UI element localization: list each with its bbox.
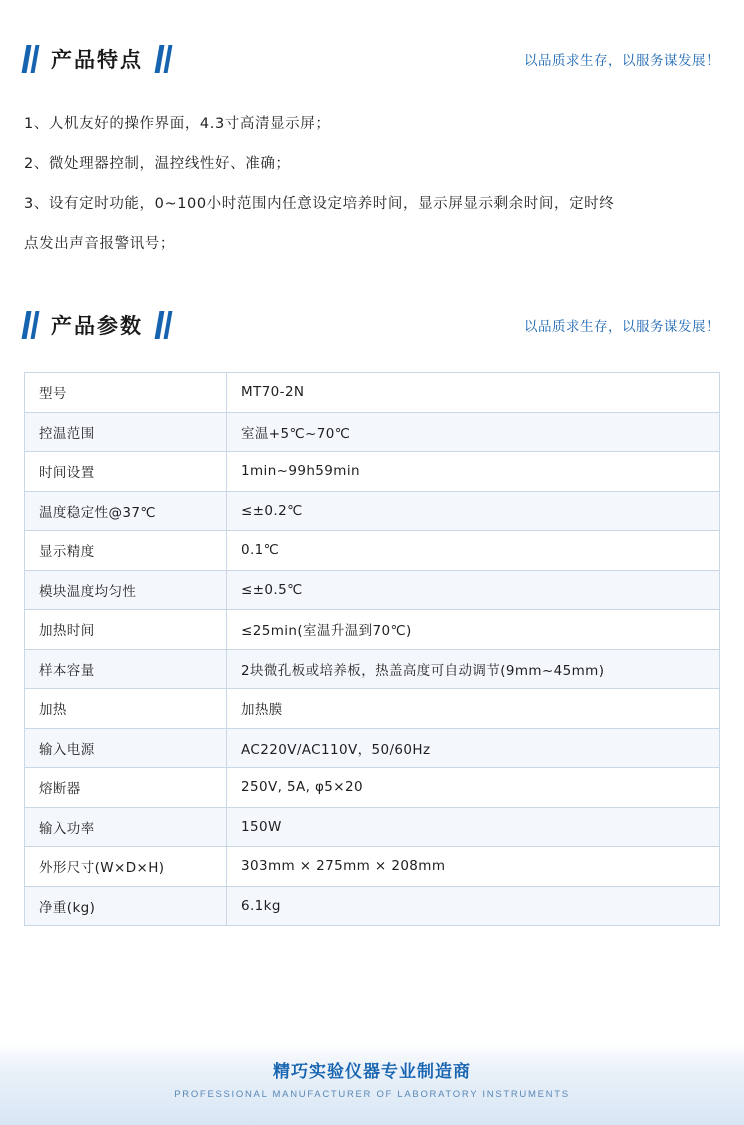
param-key: 显示精度 — [25, 531, 227, 571]
features-list — [0, 74, 744, 264]
parameters-table-wrapper — [0, 340, 744, 926]
footer-title-cn: 精巧实验仪器专业制造商 — [273, 1062, 471, 1082]
table-row — [25, 452, 720, 492]
table-row — [25, 649, 720, 689]
param-key: 净重(kg) — [25, 886, 227, 926]
product-detail-page — [0, 44, 744, 1125]
header-right-bars-icon — [157, 311, 170, 339]
header-left-bars-icon — [24, 311, 37, 339]
table-row — [25, 570, 720, 610]
param-key: 模块温度均匀性 — [25, 570, 227, 610]
section-title: 产品参数 — [51, 314, 143, 338]
param-value: 6.1kg — [227, 886, 720, 926]
feature-item: 3、设有定时功能，0~100小时范围内任意设定培养时间，显示屏显示剩余时间，定时终 — [24, 196, 615, 212]
table-row — [25, 847, 720, 887]
param-key: 加热时间 — [25, 610, 227, 650]
param-key: 输入功率 — [25, 807, 227, 847]
param-value: 室温+5℃~70℃ — [227, 412, 720, 452]
table-row — [25, 491, 720, 531]
parameters-table — [24, 372, 720, 926]
param-value: 150W — [227, 807, 720, 847]
param-value: 2块微孔板或培养板，热盖高度可自动调节(9mm~45mm) — [227, 649, 720, 689]
param-key: 控温范围 — [25, 412, 227, 452]
param-value: MT70-2N — [227, 373, 720, 413]
param-value: 加热膜 — [227, 689, 720, 729]
param-value: ≤±0.2℃ — [227, 491, 720, 531]
table-row — [25, 728, 720, 768]
param-key: 型号 — [25, 373, 227, 413]
table-row — [25, 373, 720, 413]
param-value: ≤±0.5℃ — [227, 570, 720, 610]
table-row — [25, 886, 720, 926]
param-value: ≤25min(室温升温到70℃) — [227, 610, 720, 650]
table-row — [25, 412, 720, 452]
param-key: 时间设置 — [25, 452, 227, 492]
param-key: 外形尺寸(W×D×H) — [25, 847, 227, 887]
feature-item: 2、微处理器控制，温控线性好、准确； — [24, 156, 291, 172]
table-row — [25, 807, 720, 847]
section-header-features — [0, 44, 744, 74]
param-value: 1min~99h59min — [227, 452, 720, 492]
param-value: 303mm × 275mm × 208mm — [227, 847, 720, 887]
section-slogan: 以品质求生存，以服务谋发展！ — [524, 319, 720, 335]
section-spacer — [0, 264, 744, 310]
table-row — [25, 768, 720, 808]
param-key: 温度稳定性@37℃ — [25, 491, 227, 531]
header-right-bars-icon — [157, 45, 170, 73]
param-value: AC220V/AC110V，50/60Hz — [227, 728, 720, 768]
table-row — [25, 610, 720, 650]
param-key: 加热 — [25, 689, 227, 729]
table-row — [25, 531, 720, 571]
footer-title-en: PROFESSIONAL MANUFACTURER OF LABORATORY INSTRUMENTS — [174, 1089, 570, 1100]
header-left-bars-icon — [24, 45, 37, 73]
table-row — [25, 689, 720, 729]
page-footer — [0, 1041, 744, 1125]
feature-item: 点发出声音报警讯号； — [24, 236, 175, 252]
param-key: 样本容量 — [25, 649, 227, 689]
section-title: 产品特点 — [51, 48, 143, 72]
section-slogan: 以品质求生存，以服务谋发展！ — [524, 53, 720, 69]
param-value: 0.1℃ — [227, 531, 720, 571]
feature-item: 1、人机友好的操作界面，4.3寸高清显示屏； — [24, 116, 331, 132]
param-key: 输入电源 — [25, 728, 227, 768]
param-value: 250V, 5A, φ5×20 — [227, 768, 720, 808]
param-key: 熔断器 — [25, 768, 227, 808]
section-header-parameters — [0, 310, 744, 340]
